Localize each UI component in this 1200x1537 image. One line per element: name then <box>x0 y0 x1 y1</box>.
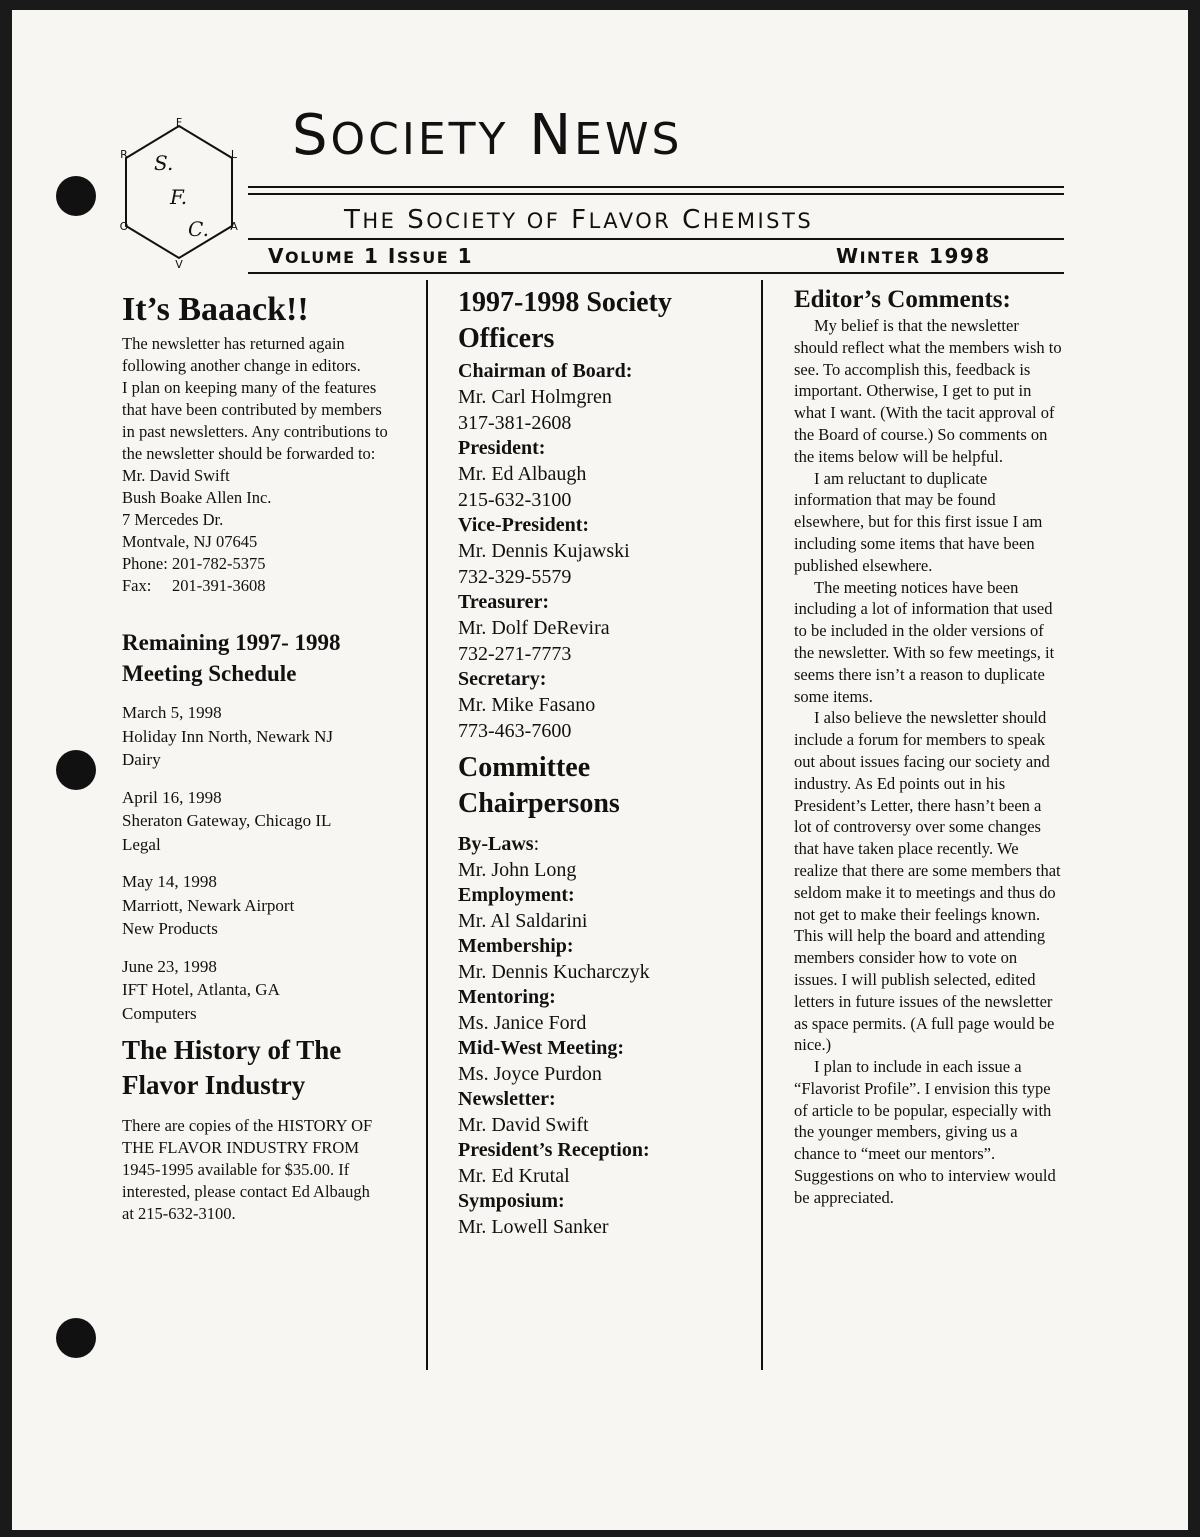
meeting-topic: Computers <box>122 1003 197 1023</box>
binder-hole-middle <box>56 750 96 790</box>
committee-chair: Mr. Ed Krutal <box>458 1165 570 1187</box>
meeting-place: Holiday Inn North, Newark NJ <box>122 726 334 746</box>
officer-phone: 317-381-2608 <box>458 412 572 434</box>
masthead-rule-2 <box>248 193 1064 195</box>
address-line: 7 Mercedes Dr. <box>122 510 224 529</box>
meeting-item <box>122 786 422 857</box>
column-middle <box>458 285 754 1240</box>
phone-line: Phone: 201-782-5375 <box>122 554 266 573</box>
meeting-place: Marriott, Newark Airport <box>122 895 295 915</box>
meeting-topic: Legal <box>122 834 161 854</box>
officer-phone: 732-329-5579 <box>458 566 572 588</box>
committee-role: Symposium: <box>458 1190 565 1212</box>
address-line: Montvale, NJ 07645 <box>122 532 258 551</box>
committee-role: Mentoring: <box>458 986 556 1008</box>
committee-role: President’s Reception: <box>458 1139 650 1161</box>
meeting-item <box>122 955 422 1026</box>
committee-heading: Committee <box>458 752 591 783</box>
schedule-heading: Remaining 1997- 1998 <box>122 630 341 655</box>
meeting-date: June 23, 1998 <box>122 956 217 976</box>
logo-script-f: F. <box>170 185 188 209</box>
officer-name: Mr. Dolf DeRevira <box>458 617 610 639</box>
editors-comments-heading: Editor’s Comments: <box>794 286 1011 313</box>
committee-chair: Mr. Lowell Sanker <box>458 1216 609 1238</box>
meeting-date: May 14, 1998 <box>122 872 217 891</box>
officer-role: Vice-President: <box>458 514 590 536</box>
history-heading: Flavor Industry <box>122 1070 306 1100</box>
logo-letter-o: O <box>119 220 129 233</box>
issue-season: WINTER 1998 <box>836 244 991 268</box>
intro-paragraph-2: I plan on keeping many of the features that have been contributed by members in past newsletters. Any contributions to the newsletter should be forwarded to: <box>122 378 388 463</box>
committee-role: Employment: <box>458 884 575 906</box>
meeting-topic: New Products <box>122 919 218 938</box>
masthead-rule-1 <box>248 186 1064 188</box>
officer-role: Chairman of Board: <box>458 360 633 382</box>
committee-chair: Mr. Al Saldarini <box>458 910 588 932</box>
column-left <box>122 285 422 1225</box>
meeting-item <box>122 870 422 941</box>
committee-chair: Ms. Joyce Purdon <box>458 1063 602 1085</box>
logo-script-s: S. <box>154 151 174 175</box>
committee-chair: Mr. John Long <box>458 859 577 881</box>
masthead-rule-4 <box>248 272 1064 274</box>
schedule-heading: Meeting Schedule <box>122 661 297 686</box>
meeting-date: April 16, 1998 <box>122 787 222 807</box>
editor-paragraph: I also believe the newsletter should include a forum for members to speak out about issues facing our society and industry. As Ed points out in his President’s Letter, there hasn’t been a lot of controversy over some changes that have taken place recently. We realize that there are some members that seldom make it to meetings and thus do not get to make their feelings known. This will help the board and attending members consider how to vote on issues. I will publish selected, edited letters in future issues of the newsletter as space permits. (A full page would be nice.) <box>794 708 1061 1055</box>
column-divider-1 <box>426 280 428 1370</box>
meeting-place: Sheraton Gateway, Chicago IL <box>122 811 332 830</box>
meeting-place: IFT Hotel, Atlanta, GA <box>122 980 280 999</box>
sfc-hexagon-logo <box>112 112 246 272</box>
editor-paragraph: My belief is that the newsletter should reflect what the members wish to see. To accomplish this, feedback is important. Otherwise, I get to put in what I want. (With the tacit approval of the Board of course.) So comments on the items below will be helpful. <box>794 316 1062 466</box>
officer-name: Mr. Ed Albaugh <box>458 463 587 485</box>
address-line: Bush Boake Allen Inc. <box>122 488 272 507</box>
committee-role: Mid-West Meeting: <box>458 1037 625 1059</box>
column-divider-2 <box>761 280 763 1370</box>
society-name: THE SOCIETY OF FLAVOR CHEMISTS <box>344 205 814 235</box>
committee-chair: Ms. Janice Ford <box>458 1012 587 1034</box>
officer-phone: 215-632-3100 <box>458 489 572 511</box>
logo-letter-v: V <box>175 258 183 271</box>
logo-letter-l: L <box>230 148 238 161</box>
officers-heading: Officers <box>458 323 555 354</box>
committee-chair: Mr. David Swift <box>458 1114 589 1136</box>
logo-letter-f: F <box>175 116 183 129</box>
logo-letter-r: R <box>120 148 128 161</box>
committee-role: Newsletter: <box>458 1088 556 1110</box>
officer-name: Mr. Dennis Kujawski <box>458 540 630 562</box>
volume-issue: VOLUME 1 ISSUE 1 <box>268 244 474 268</box>
binder-hole-top <box>56 176 96 216</box>
masthead-rule-3 <box>248 238 1064 240</box>
committee-role: Membership: <box>458 935 574 957</box>
headline-its-back: It’s Baaack!! <box>122 291 309 328</box>
officer-role: Treasurer: <box>458 591 550 613</box>
meeting-date: March 5, 1998 <box>122 703 222 722</box>
officer-phone: 732-271-7773 <box>458 643 572 665</box>
history-heading: The History of The <box>122 1035 342 1065</box>
officers-heading: 1997-1998 Society <box>458 287 672 318</box>
committee-role: By-Laws: <box>458 833 540 855</box>
officer-role: President: <box>458 437 546 459</box>
logo-script-c: C. <box>188 217 209 241</box>
committee-heading: Chairpersons <box>458 788 620 819</box>
address-line: Mr. David Swift <box>122 466 230 485</box>
officer-name: Mr. Mike Fasano <box>458 694 596 716</box>
history-paragraph: There are copies of the HISTORY OF THE FLAVOR INDUSTRY FROM 1945-1995 available for $35.00. If interested, please contact Ed Albaugh at 215-632-3100. <box>122 1116 373 1223</box>
officer-name: Mr. Carl Holmgren <box>458 386 612 408</box>
editor-paragraph: I plan to include in each issue a “Flavorist Profile”. I envision this type of article to be popular, especially with the younger members, giving us a chance to “meet our mentors”. Suggestions on who to interview would be appreciated. <box>794 1057 1056 1207</box>
committee-chair: Mr. Dennis Kucharczyk <box>458 961 650 983</box>
column-right <box>794 285 1062 1209</box>
fax-line: Fax: 201-391-3608 <box>122 576 266 595</box>
meeting-item <box>122 701 422 772</box>
meeting-topic: Dairy <box>122 750 161 769</box>
newsletter-title: SOCIETY NEWS <box>292 103 683 168</box>
officer-role: Secretary: <box>458 668 547 690</box>
binder-hole-bottom <box>56 1318 96 1358</box>
editor-paragraph: I am reluctant to duplicate information that may be found elsewhere, but for this first issue I am including some items that have been published elsewhere. <box>794 468 1043 575</box>
logo-letter-a: A <box>230 220 238 233</box>
editor-paragraph: The meeting notices have been including a lot of information that used to be included in the older versions of the newsletter. With so few meetings, it seems there isn’t a reason to duplicate some items. <box>794 577 1055 706</box>
intro-paragraph-1: The newsletter has returned again following another change in editors. <box>122 334 361 375</box>
officer-phone: 773-463-7600 <box>458 720 572 742</box>
